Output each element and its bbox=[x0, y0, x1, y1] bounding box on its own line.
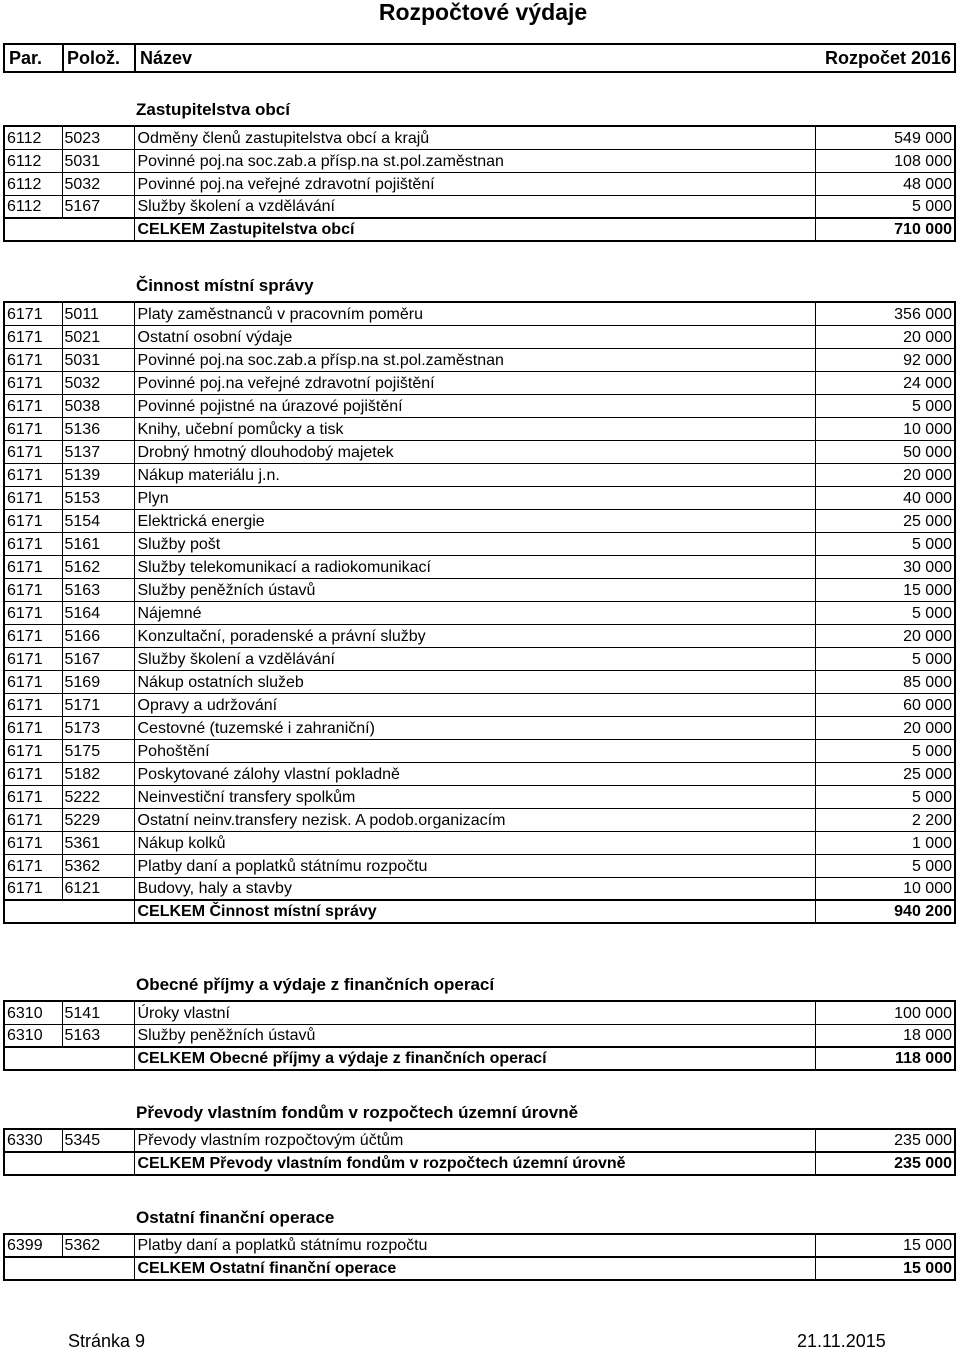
total-row bbox=[4, 1152, 955, 1175]
total-label: CELKEM Činnost místní správy bbox=[134, 900, 815, 923]
table-row bbox=[4, 440, 955, 463]
nazev-cell: Platy zaměstnanců v pracovním poměru bbox=[134, 302, 815, 325]
total-blank-cell bbox=[4, 900, 134, 923]
total-blank-cell bbox=[4, 1152, 134, 1175]
par-cell: 6171 bbox=[4, 509, 62, 532]
polozka-cell: 5222 bbox=[62, 785, 134, 808]
section-table bbox=[3, 301, 956, 924]
amount-cell: 48 000 bbox=[815, 172, 955, 195]
amount-cell: 50 000 bbox=[815, 440, 955, 463]
polozka-cell: 5345 bbox=[62, 1129, 134, 1152]
polozka-cell: 5166 bbox=[62, 624, 134, 647]
par-cell: 6171 bbox=[4, 808, 62, 831]
par-cell: 6171 bbox=[4, 532, 62, 555]
total-row bbox=[4, 1047, 955, 1070]
total-value: 118 000 bbox=[815, 1047, 955, 1070]
table-row bbox=[4, 739, 955, 762]
table-row bbox=[4, 325, 955, 348]
header-poloz: Polož. bbox=[64, 45, 136, 71]
nazev-cell: Služby peněžních ústavů bbox=[134, 1024, 815, 1047]
amount-cell: 10 000 bbox=[815, 417, 955, 440]
amount-cell: 235 000 bbox=[815, 1129, 955, 1152]
polozka-cell: 5161 bbox=[62, 532, 134, 555]
total-row bbox=[4, 900, 955, 923]
par-cell: 6171 bbox=[4, 325, 62, 348]
table-row bbox=[4, 670, 955, 693]
nazev-cell: Poskytované zálohy vlastní pokladně bbox=[134, 762, 815, 785]
table-row bbox=[4, 149, 955, 172]
nazev-cell: Nájemné bbox=[134, 601, 815, 624]
par-cell: 6171 bbox=[4, 578, 62, 601]
amount-cell: 5 000 bbox=[815, 532, 955, 555]
par-cell: 6171 bbox=[4, 624, 62, 647]
table-row bbox=[4, 785, 955, 808]
nazev-cell: Nákup ostatních služeb bbox=[134, 670, 815, 693]
polozka-cell: 5182 bbox=[62, 762, 134, 785]
par-cell: 6399 bbox=[4, 1234, 62, 1257]
table-row bbox=[4, 831, 955, 854]
nazev-cell: Povinné pojistné na úrazové pojištění bbox=[134, 394, 815, 417]
amount-cell: 85 000 bbox=[815, 670, 955, 693]
page-number: Stránka 9 bbox=[68, 1331, 146, 1351]
section-title: Činnost místní správy bbox=[136, 276, 314, 295]
par-cell: 6171 bbox=[4, 394, 62, 417]
nazev-cell: Povinné poj.na veřejné zdravotní pojištění bbox=[134, 172, 815, 195]
amount-cell: 356 000 bbox=[815, 302, 955, 325]
amount-cell: 92 000 bbox=[815, 348, 955, 371]
total-value: 15 000 bbox=[815, 1257, 955, 1280]
amount-cell: 5 000 bbox=[815, 601, 955, 624]
nazev-cell: Povinné poj.na soc.zab.a přísp.na st.pol.zaměstnan bbox=[134, 348, 815, 371]
par-cell: 6330 bbox=[4, 1129, 62, 1152]
polozka-cell: 5162 bbox=[62, 555, 134, 578]
amount-cell: 60 000 bbox=[815, 693, 955, 716]
nazev-cell: Drobný hmotný dlouhodobý majetek bbox=[134, 440, 815, 463]
par-cell: 6171 bbox=[4, 555, 62, 578]
nazev-cell: Nákup kolků bbox=[134, 831, 815, 854]
header-nazev: Název bbox=[140, 48, 193, 68]
nazev-cell: Platby daní a poplatků státnímu rozpočtu bbox=[134, 1234, 815, 1257]
table-row bbox=[4, 1001, 955, 1024]
nazev-cell: Opravy a udržování bbox=[134, 693, 815, 716]
amount-cell: 20 000 bbox=[815, 624, 955, 647]
amount-cell: 20 000 bbox=[815, 463, 955, 486]
nazev-cell: Cestovné (tuzemské i zahraniční) bbox=[134, 716, 815, 739]
par-cell: 6171 bbox=[4, 670, 62, 693]
polozka-cell: 5362 bbox=[62, 854, 134, 877]
total-value: 710 000 bbox=[815, 218, 955, 241]
amount-cell: 25 000 bbox=[815, 762, 955, 785]
amount-cell: 549 000 bbox=[815, 126, 955, 149]
nazev-cell: Odměny členů zastupitelstva obcí a krajů bbox=[134, 126, 815, 149]
polozka-cell: 5021 bbox=[62, 325, 134, 348]
polozka-cell: 5362 bbox=[62, 1234, 134, 1257]
nazev-cell: Neinvestiční transfery spolkům bbox=[134, 785, 815, 808]
total-label: CELKEM Obecné příjmy a výdaje z finančních operací bbox=[134, 1047, 815, 1070]
table-row bbox=[4, 693, 955, 716]
polozka-cell: 5031 bbox=[62, 149, 134, 172]
par-cell: 6112 bbox=[4, 126, 62, 149]
par-cell: 6171 bbox=[4, 417, 62, 440]
nazev-cell: Úroky vlastní bbox=[134, 1001, 815, 1024]
section-title: Ostatní finanční operace bbox=[136, 1208, 335, 1227]
total-value: 940 200 bbox=[815, 900, 955, 923]
table-row bbox=[4, 417, 955, 440]
par-cell: 6171 bbox=[4, 302, 62, 325]
amount-cell: 15 000 bbox=[815, 1234, 955, 1257]
amount-cell: 5 000 bbox=[815, 785, 955, 808]
total-row bbox=[4, 1257, 955, 1280]
section-title: Obecné příjmy a výdaje z finančních operací bbox=[136, 975, 495, 994]
table-row bbox=[4, 854, 955, 877]
table-row bbox=[4, 463, 955, 486]
nazev-cell: Budovy, haly a stavby bbox=[134, 877, 815, 900]
polozka-cell: 5167 bbox=[62, 195, 134, 218]
table-row bbox=[4, 126, 955, 149]
polozka-cell: 5169 bbox=[62, 670, 134, 693]
amount-cell: 5 000 bbox=[815, 739, 955, 762]
section-table bbox=[3, 1233, 956, 1281]
header-rozpocet: Rozpočet 2016 bbox=[824, 48, 951, 68]
polozka-cell: 5164 bbox=[62, 601, 134, 624]
page-title: Rozpočtové výdaje bbox=[378, 0, 588, 25]
nazev-cell: Konzultační, poradenské a právní služby bbox=[134, 624, 815, 647]
table-row bbox=[4, 1129, 955, 1152]
table-row bbox=[4, 486, 955, 509]
table-row bbox=[4, 348, 955, 371]
nazev-cell: Pohoštění bbox=[134, 739, 815, 762]
amount-cell: 24 000 bbox=[815, 371, 955, 394]
total-value: 235 000 bbox=[815, 1152, 955, 1175]
section-title: Převody vlastním fondům v rozpočtech územní úrovně bbox=[136, 1103, 579, 1122]
amount-cell: 100 000 bbox=[815, 1001, 955, 1024]
par-cell: 6171 bbox=[4, 762, 62, 785]
print-date: 21.11.2015 bbox=[797, 1331, 886, 1351]
table-row bbox=[4, 877, 955, 900]
nazev-cell: Služby školení a vzdělávání bbox=[134, 647, 815, 670]
section-table bbox=[3, 1128, 956, 1176]
total-label: CELKEM Zastupitelstva obcí bbox=[134, 218, 815, 241]
polozka-cell: 5175 bbox=[62, 739, 134, 762]
nazev-cell: Plyn bbox=[134, 486, 815, 509]
amount-cell: 5 000 bbox=[815, 647, 955, 670]
par-cell: 6171 bbox=[4, 647, 62, 670]
par-cell: 6112 bbox=[4, 149, 62, 172]
table-row bbox=[4, 394, 955, 417]
table-row bbox=[4, 716, 955, 739]
par-cell: 6171 bbox=[4, 877, 62, 900]
amount-cell: 18 000 bbox=[815, 1024, 955, 1047]
par-cell: 6310 bbox=[4, 1024, 62, 1047]
polozka-cell: 5171 bbox=[62, 693, 134, 716]
par-cell: 6171 bbox=[4, 739, 62, 762]
polozka-cell: 5141 bbox=[62, 1001, 134, 1024]
nazev-cell: Povinné poj.na soc.zab.a přísp.na st.pol.zaměstnan bbox=[134, 149, 815, 172]
polozka-cell: 5031 bbox=[62, 348, 134, 371]
amount-cell: 20 000 bbox=[815, 716, 955, 739]
section-title: Zastupitelstva obcí bbox=[136, 100, 290, 119]
column-header bbox=[3, 43, 956, 73]
par-cell: 6171 bbox=[4, 371, 62, 394]
amount-cell: 20 000 bbox=[815, 325, 955, 348]
table-row bbox=[4, 647, 955, 670]
total-blank-cell bbox=[4, 218, 134, 241]
header-par: Par. bbox=[5, 45, 64, 71]
polozka-cell: 5361 bbox=[62, 831, 134, 854]
par-cell: 6171 bbox=[4, 785, 62, 808]
polozka-cell: 5137 bbox=[62, 440, 134, 463]
par-cell: 6171 bbox=[4, 440, 62, 463]
par-cell: 6171 bbox=[4, 601, 62, 624]
table-row bbox=[4, 601, 955, 624]
nazev-cell: Nákup materiálu j.n. bbox=[134, 463, 815, 486]
polozka-cell: 5154 bbox=[62, 509, 134, 532]
amount-cell: 108 000 bbox=[815, 149, 955, 172]
nazev-cell: Ostatní neinv.transfery nezisk. A podob.organizacím bbox=[134, 808, 815, 831]
table-row bbox=[4, 1234, 955, 1257]
section-table bbox=[3, 1000, 956, 1071]
nazev-cell: Služby pošt bbox=[134, 532, 815, 555]
total-blank-cell bbox=[4, 1047, 134, 1070]
table-row bbox=[4, 532, 955, 555]
amount-cell: 1 000 bbox=[815, 831, 955, 854]
polozka-cell: 5032 bbox=[62, 371, 134, 394]
amount-cell: 40 000 bbox=[815, 486, 955, 509]
par-cell: 6112 bbox=[4, 172, 62, 195]
nazev-cell: Ostatní osobní výdaje bbox=[134, 325, 815, 348]
table-row bbox=[4, 509, 955, 532]
polozka-cell: 5136 bbox=[62, 417, 134, 440]
table-row bbox=[4, 555, 955, 578]
par-cell: 6171 bbox=[4, 716, 62, 739]
table-row bbox=[4, 195, 955, 218]
polozka-cell: 5038 bbox=[62, 394, 134, 417]
table-row bbox=[4, 808, 955, 831]
table-row bbox=[4, 172, 955, 195]
table-row bbox=[4, 302, 955, 325]
nazev-cell: Služby peněžních ústavů bbox=[134, 578, 815, 601]
polozka-cell: 5023 bbox=[62, 126, 134, 149]
table-row bbox=[4, 371, 955, 394]
amount-cell: 5 000 bbox=[815, 394, 955, 417]
nazev-cell: Převody vlastním rozpočtovým účtům bbox=[134, 1129, 815, 1152]
polozka-cell: 5167 bbox=[62, 647, 134, 670]
polozka-cell: 5011 bbox=[62, 302, 134, 325]
amount-cell: 5 000 bbox=[815, 195, 955, 218]
total-blank-cell bbox=[4, 1257, 134, 1280]
amount-cell: 10 000 bbox=[815, 877, 955, 900]
nazev-cell: Knihy, učební pomůcky a tisk bbox=[134, 417, 815, 440]
table-row bbox=[4, 624, 955, 647]
nazev-cell: Platby daní a poplatků státnímu rozpočtu bbox=[134, 854, 815, 877]
polozka-cell: 5032 bbox=[62, 172, 134, 195]
amount-cell: 25 000 bbox=[815, 509, 955, 532]
polozka-cell: 5139 bbox=[62, 463, 134, 486]
nazev-cell: Elektrická energie bbox=[134, 509, 815, 532]
table-row bbox=[4, 1024, 955, 1047]
table-row bbox=[4, 762, 955, 785]
amount-cell: 15 000 bbox=[815, 578, 955, 601]
par-cell: 6310 bbox=[4, 1001, 62, 1024]
polozka-cell: 5163 bbox=[62, 1024, 134, 1047]
polozka-cell: 5163 bbox=[62, 578, 134, 601]
par-cell: 6171 bbox=[4, 854, 62, 877]
amount-cell: 2 200 bbox=[815, 808, 955, 831]
amount-cell: 30 000 bbox=[815, 555, 955, 578]
total-label: CELKEM Ostatní finanční operace bbox=[134, 1257, 815, 1280]
polozka-cell: 5153 bbox=[62, 486, 134, 509]
par-cell: 6171 bbox=[4, 463, 62, 486]
polozka-cell: 5229 bbox=[62, 808, 134, 831]
total-row bbox=[4, 218, 955, 241]
amount-cell: 5 000 bbox=[815, 854, 955, 877]
par-cell: 6171 bbox=[4, 348, 62, 371]
polozka-cell: 6121 bbox=[62, 877, 134, 900]
total-label: CELKEM Převody vlastním fondům v rozpočtech územní úrovně bbox=[134, 1152, 815, 1175]
nazev-cell: Služby telekomunikací a radiokomunikací bbox=[134, 555, 815, 578]
section-table bbox=[3, 125, 956, 242]
par-cell: 6171 bbox=[4, 693, 62, 716]
par-cell: 6171 bbox=[4, 831, 62, 854]
par-cell: 6112 bbox=[4, 195, 62, 218]
polozka-cell: 5173 bbox=[62, 716, 134, 739]
nazev-cell: Služby školení a vzdělávání bbox=[134, 195, 815, 218]
par-cell: 6171 bbox=[4, 486, 62, 509]
nazev-cell: Povinné poj.na veřejné zdravotní pojištění bbox=[134, 371, 815, 394]
table-row bbox=[4, 578, 955, 601]
